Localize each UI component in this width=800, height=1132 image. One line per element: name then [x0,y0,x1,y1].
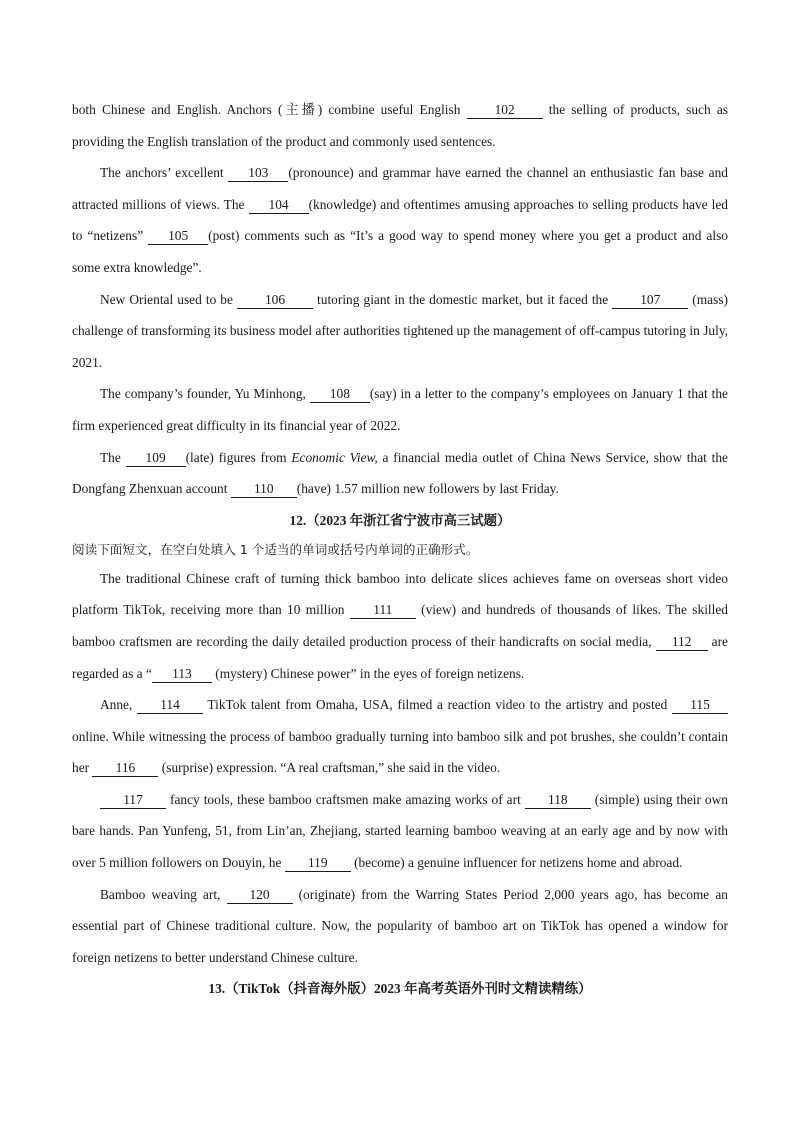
blank-103[interactable]: 103 [228,165,288,182]
blank-113[interactable]: 113 [152,666,212,683]
blank-106[interactable]: 106 [237,292,313,309]
blank-104[interactable]: 104 [249,197,309,214]
paragraph-craftsmen: 117 fancy tools, these bamboo craftsmen make amazing works of art 118 (simple) using their own bare hands. Pan Yunfeng, 51, from Lin’an, Zhejiang, started learning bamboo weaving at an early age and by now with over 5 million followers on Douyin, he 119 (become) a genuine influencer for netizens home and abroad. [72,791,728,871]
blank-118[interactable]: 118 [525,792,591,809]
blank-107[interactable]: 107 [612,292,688,309]
blank-111[interactable]: 111 [350,602,416,619]
blank-108[interactable]: 108 [310,386,370,403]
question-12-heading: 12.（2023 年浙江省宁波市高三试题） [289,512,511,528]
document-page [72,94,728,1004]
instructions: 阅读下面短文，在空白处填入 1 个适当的单词或括号内单词的正确形式。 [72,541,479,557]
paragraph-bamboo-craft: The traditional Chinese craft of turning thick bamboo into delicate slices achieves fame on overseas short video platform TikTok, receiving more than 10 million 111 (view) and hundreds of thousands of likes. The skilled bamboo craftsmen are recording the daily detailed production process of their handicrafts on social media, 112 are regarded as a “ 113 (mystery) Chinese power” in the eyes of foreign netizens. [72,570,729,681]
paragraph-anchors: both Chinese and English. Anchors (主播) combine useful English 102 the selling of products, such as providing the English translation of the product and commonly used sentences. [72,102,728,149]
paragraph-founder: The company’s founder, Yu Minhong, 108 (say) in a letter to the company’s employees on January 1 that the firm experienced great difficulty in its financial year of 2022. [72,386,728,433]
blank-109[interactable]: 109 [126,450,186,467]
paragraph-weaving-art: Bamboo weaving art, 120 (originate) from the Warring States Period 2,000 years ago, has become an essential part of Chinese traditional culture. Now, the popularity of bamboo art on TikTok has opened a window for foreign netizens to better understand Chinese culture. [72,886,728,965]
blank-117[interactable]: 117 [100,792,166,809]
blank-114[interactable]: 114 [137,697,203,714]
blank-115[interactable]: 115 [672,697,728,714]
blank-119[interactable]: 119 [285,855,351,872]
blank-102[interactable]: 102 [467,102,543,119]
blank-105[interactable]: 105 [148,228,208,245]
paragraph-anne: Anne, 114 TikTok talent from Omaha, USA, filmed a reaction video to the artistry and posted 115 online. While witnessing the process of bamboo gradually turning into bamboo silk and pot brushes, she couldn’t contain her 116 (surprise) expression. “A real craftsman,” she said in the video. [72,697,728,776]
paragraph-new-oriental: New Oriental used to be 106 tutoring giant in the domestic market, but it faced the 107 (mass) challenge of transforming its business model after authorities tightened up the management of off-campus tutoring in July, 2021. [72,291,728,370]
paragraph-pronunciation: The anchors’ excellent 103 (pronounce) and grammar have earned the channel an enthusiastic fan base and attracted millions of views. The 104 (knowledge) and oftentimes amusing approaches to selling products have led to “netizens” 105 (post) comments such as “It’s a good way to spend money where you get a product and also some extra knowledge”. [72,165,729,275]
paragraph-figures: The 109 (late) figures from Economic View, a financial media outlet of China News Service, show that the Dongfang Zhenxuan account 110 (have) 1.57 million new followers by last Friday. [72,449,728,497]
blank-112[interactable]: 112 [656,634,708,651]
question-13-heading: 13.（TikTok（抖音海外版）2023 年高考英语外刊时文精读精练） [208,981,592,997]
publication-title: Economic View, [291,449,378,465]
blank-116[interactable]: 116 [92,760,158,777]
blank-110[interactable]: 110 [231,481,297,498]
blank-120[interactable]: 120 [227,887,293,904]
